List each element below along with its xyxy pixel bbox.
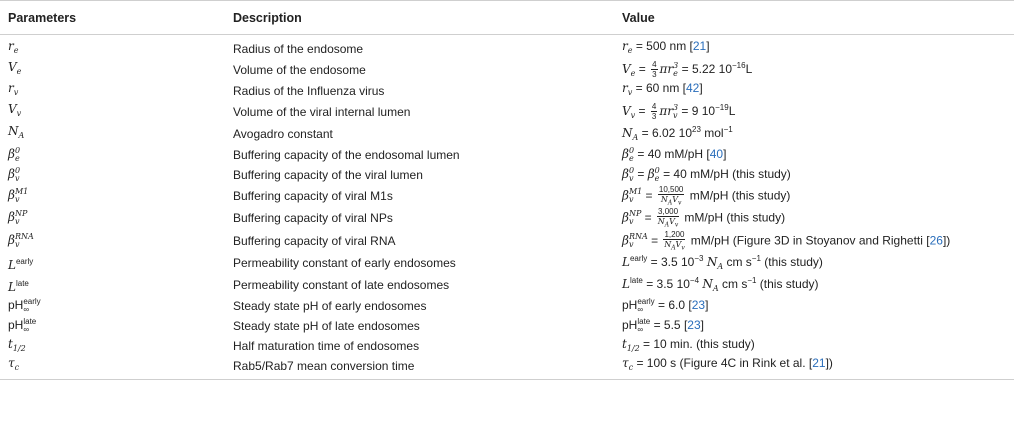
table-row — [0, 81, 1014, 101]
param-cell: β NP v — [8, 209, 28, 227]
value-cell: $V_v$ = $\frac{4}{3}$ πr 3 v = 9 $10^{-19}L$ — [622, 102, 736, 122]
table-row — [0, 296, 1014, 316]
citation-link[interactable]: 26 — [929, 233, 943, 248]
value-cell: $N_A = 6.02$ $10^{23}$ mol$^{-1}$ — [622, 124, 733, 142]
header-parameters: Parameters — [0, 1, 225, 35]
description-cell: Radius of the endosome — [233, 41, 364, 56]
param-cell: $\tau_c$ — [0, 356, 225, 379]
param-cell: $r_e$ — [8, 39, 19, 56]
description-cell: Permeability constant of late endosomes — [233, 278, 450, 293]
value-cell: $L^{late} = 3.5$ $10^{-4}$ $N_A$ cm $s^{-1}$ (this study) — [622, 276, 819, 294]
param-cell: $N_A$ — [8, 124, 25, 141]
citation-link[interactable]: 40 — [709, 146, 724, 161]
table-row — [0, 165, 1014, 185]
description-cell: Buffering capacity of viral NPs — [233, 211, 393, 226]
description-cell: Half maturation time of endosomes — [233, 339, 420, 354]
table-row — [0, 185, 1014, 208]
table-row — [0, 356, 1014, 379]
value-cell: pH early ∞ = 6.0 [23] — [622, 297, 709, 315]
value-cell: $r_v = 60$ nm [42] — [622, 81, 703, 98]
citation-link[interactable]: 23 — [687, 318, 701, 333]
header-description: Description — [225, 1, 614, 35]
value-cell: β M1 v = $\frac{10,500}{N_AV_v}$ mM/pH (this study) — [622, 184, 791, 207]
value-cell: β 0 v = β 0 e = 40 mM/pH (this study) — [622, 165, 791, 183]
description-cell: Volume of the viral internal lumen — [233, 104, 411, 119]
param-cell: $V_v$ — [8, 102, 22, 119]
param-cell: $r_v$ — [8, 81, 19, 98]
table-row — [0, 336, 1014, 356]
table-row — [0, 207, 1014, 230]
description-cell: Steady state pH of early endosomes — [233, 299, 427, 314]
table-row — [0, 101, 1014, 123]
citation-link[interactable]: 42 — [685, 81, 700, 96]
value-cell: β RNA v = $\frac{1,200}{N_AV_v}$ mM/pH (Figure 3D in Stoyanov and Righetti [26]) — [622, 229, 951, 252]
param-cell: $L^{early}$ — [8, 256, 34, 272]
table-row — [0, 145, 1014, 165]
param-cell: β 0 v — [8, 165, 21, 183]
value-cell: pH late ∞ = 5.5 [23] — [622, 317, 704, 335]
header-value: Value — [614, 1, 1014, 35]
table-row — [0, 316, 1014, 336]
value-cell: $t_{1/2} = 10$ min. (this study) — [622, 336, 755, 353]
param-cell: β 0 e — [8, 145, 21, 163]
param-cell: β RNA v — [8, 232, 34, 250]
param-cell: pH early ∞ — [8, 297, 41, 315]
value-cell: $L^{early} = 3.5$ $10^{-3}$ $N_A$ cm $s^{-1}$ (this study) — [622, 254, 823, 272]
header-row — [0, 1, 1014, 35]
description-cell: Avogadro constant — [233, 126, 333, 141]
citation-link[interactable]: 21 — [812, 356, 826, 371]
value-cell: $r_e = 500$ nm [21] — [622, 39, 710, 56]
description-cell: Radius of the Influenza virus — [233, 83, 385, 98]
description-cell: Buffering capacity of the endosomal lumen — [233, 147, 460, 162]
table-row — [0, 230, 1014, 253]
citation-link[interactable]: 23 — [691, 298, 706, 313]
param-cell: pH late ∞ — [8, 317, 37, 335]
description-cell: Permeability constant of early endosomes — [233, 256, 456, 271]
table-row — [0, 274, 1014, 296]
description-cell: Buffering capacity of viral M1s — [233, 188, 393, 203]
param-cell: $V_e$ — [8, 60, 22, 77]
table-row — [0, 123, 1014, 145]
description-cell: Rab5/Rab7 mean conversion time — [225, 356, 614, 379]
description-cell: Buffering capacity of the viral lumen — [233, 167, 423, 182]
table-row — [0, 35, 1014, 59]
param-cell: $t_{1/2}$ — [8, 336, 26, 353]
param-cell: β M1 v — [8, 186, 29, 204]
description-cell: Buffering capacity of viral RNA — [233, 234, 396, 249]
description-cell: Steady state pH of late endosomes — [233, 319, 420, 334]
value-cell: β 0 e = 40 mM/pH [40] — [622, 145, 727, 163]
citation-link[interactable]: 21 — [692, 39, 707, 54]
param-cell: $L^{late}$ — [8, 278, 29, 294]
value-cell: $V_e$ = $\frac{4}{3}$ πr 3 e = 5.22 $10^{-16}L$ — [622, 60, 753, 80]
value-cell: β NP v = $\frac{3,000}{N_AV_v}$ mM/pH (this study) — [622, 207, 786, 229]
value-cell: $\tau_c = 100$ s (Figure 4C in Rink et al. [21]) — [614, 356, 1014, 379]
description-cell: Volume of the endosome — [233, 62, 366, 77]
table-row — [0, 252, 1014, 274]
table-row — [0, 59, 1014, 81]
